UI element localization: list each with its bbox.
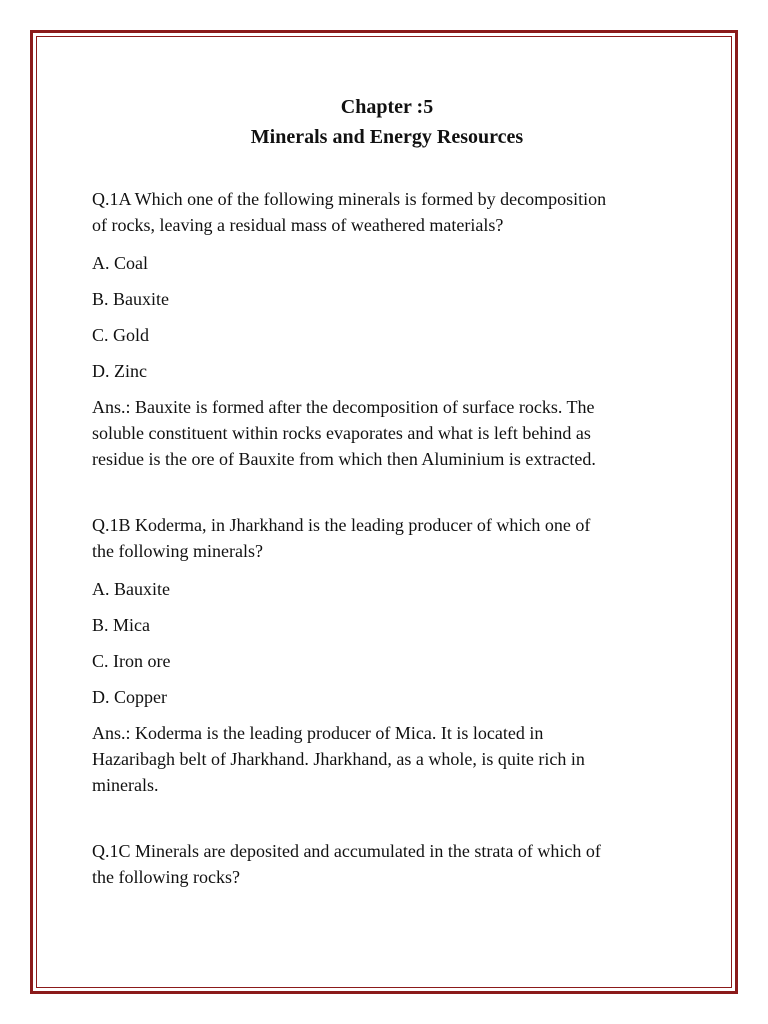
option-a: A. Coal bbox=[92, 253, 148, 273]
chapter-title: Minerals and Energy Resources bbox=[250, 126, 524, 148]
question-block-1c bbox=[92, 838, 682, 890]
option-d: D. Copper bbox=[92, 687, 167, 707]
chapter-number: Chapter :5 bbox=[340, 96, 434, 118]
question-line: Q.1A Which one of the following minerals is formed by decomposition bbox=[92, 189, 607, 209]
option-d: D. Zinc bbox=[92, 361, 147, 381]
answer-line: Hazaribagh belt of Jharkhand. Jharkhand, as a whole, is quite rich in bbox=[92, 749, 585, 769]
question-text bbox=[92, 512, 682, 564]
option-b: B. Bauxite bbox=[92, 289, 169, 309]
question-text bbox=[92, 186, 682, 238]
answer-line: minerals. bbox=[92, 775, 159, 795]
question-line: Q.1B Koderma, in Jharkhand is the leading producer of which one of bbox=[92, 515, 591, 535]
question-block-1a bbox=[92, 186, 682, 472]
question-block-1b bbox=[92, 512, 682, 798]
answer-line: Ans.: Bauxite is formed after the decomposition of surface rocks. The bbox=[92, 397, 595, 417]
option-a: A. Bauxite bbox=[92, 579, 170, 599]
answer-line: residue is the ore of Bauxite from which then Aluminium is extracted. bbox=[92, 449, 596, 469]
answer-line: Ans.: Koderma is the leading producer of Mica. It is located in bbox=[92, 723, 544, 743]
chapter-heading bbox=[92, 92, 682, 152]
question-line: Q.1C Minerals are deposited and accumulated in the strata of which of bbox=[92, 841, 601, 861]
question-line: the following minerals? bbox=[92, 541, 263, 561]
question-line: of rocks, leaving a residual mass of weathered materials? bbox=[92, 215, 504, 235]
question-line: the following rocks? bbox=[92, 867, 240, 887]
question-text bbox=[92, 838, 682, 890]
answer-text bbox=[92, 720, 682, 798]
answer-line: soluble constituent within rocks evaporates and what is left behind as bbox=[92, 423, 591, 443]
answer-text bbox=[92, 394, 682, 472]
option-c: C. Gold bbox=[92, 325, 150, 345]
option-b: B. Mica bbox=[92, 615, 150, 635]
option-c: C. Iron ore bbox=[92, 651, 171, 671]
document-body bbox=[92, 92, 682, 930]
